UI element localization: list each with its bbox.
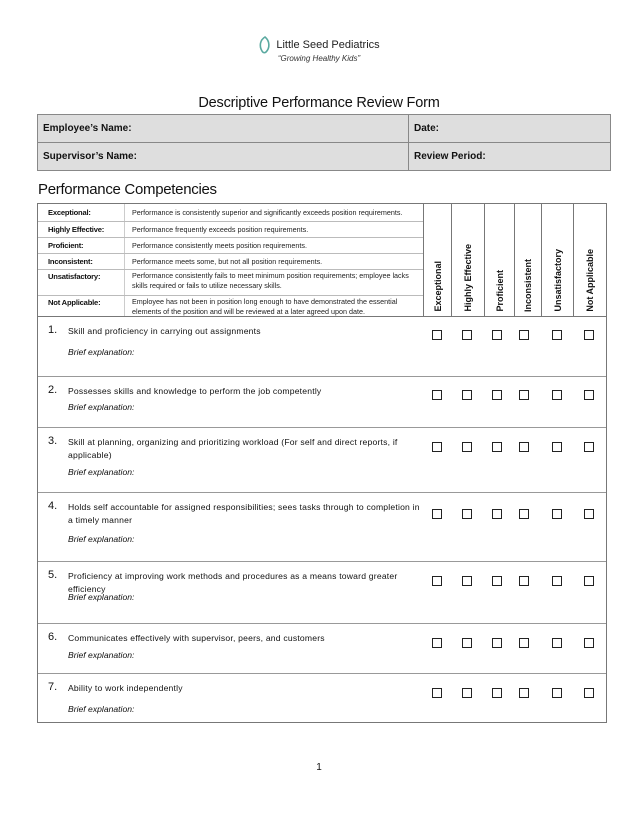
- checkbox-exceptional[interactable]: [432, 330, 442, 340]
- legend-definition: Performance frequently exceeds position requirements.: [132, 225, 309, 234]
- checkbox-exceptional[interactable]: [432, 442, 442, 452]
- column-label: Inconsistent: [523, 258, 533, 312]
- checkbox-exceptional[interactable]: [432, 390, 442, 400]
- checkbox-proficient[interactable]: [492, 330, 502, 340]
- column-header-unsatisfactory: [541, 204, 573, 316]
- checkbox-highly-effective[interactable]: [462, 688, 472, 698]
- item-number: 4.: [48, 500, 58, 512]
- competency-item: [38, 427, 606, 493]
- leaf-icon: [258, 36, 272, 54]
- checkbox-proficient[interactable]: [492, 638, 502, 648]
- legend-definition: Performance meets some, but not all position requirements.: [132, 257, 323, 266]
- checkbox-proficient[interactable]: [492, 688, 502, 698]
- legend-definition: Performance consistently meets position requirements.: [132, 241, 307, 250]
- legend-row: [38, 204, 423, 222]
- checkbox-proficient[interactable]: [492, 442, 502, 452]
- checkbox-inconsistent[interactable]: [519, 509, 529, 519]
- checkbox-inconsistent[interactable]: [519, 442, 529, 452]
- column-label: Not Applicable: [585, 249, 595, 312]
- column-label: Proficient: [494, 270, 505, 312]
- checkbox-unsatisfactory[interactable]: [552, 509, 562, 519]
- date-field[interactable]: Date:: [409, 115, 611, 143]
- item-text: Possesses skills and knowledge to perform the job competently: [68, 386, 322, 396]
- employee-info-table: [37, 114, 611, 171]
- item-number: 7.: [48, 681, 58, 693]
- competency-item: [38, 673, 606, 723]
- brief-explanation-field[interactable]: Brief explanation:: [68, 347, 135, 357]
- checkbox-inconsistent[interactable]: [519, 638, 529, 648]
- legend-definition: Employee has not been in position long enough to have demonstrated the essential elements of the position and will be reviewed at a later agreed upon date.: [132, 297, 398, 316]
- checkbox-inconsistent[interactable]: [519, 688, 529, 698]
- form-title: Descriptive Performance Review Form: [198, 95, 440, 111]
- column-header-exceptional: [423, 204, 451, 316]
- checkbox-highly-effective[interactable]: [462, 638, 472, 648]
- legend-term: Inconsistent:: [48, 257, 93, 266]
- competency-grid: [37, 203, 607, 723]
- checkbox-highly-effective[interactable]: [462, 390, 472, 400]
- checkbox-inconsistent[interactable]: [519, 576, 529, 586]
- checkbox-exceptional[interactable]: [432, 509, 442, 519]
- review-period-field[interactable]: Review Period:: [409, 143, 611, 171]
- checkbox-not-applicable[interactable]: [584, 688, 594, 698]
- competency-item: [38, 376, 606, 428]
- brief-explanation-field[interactable]: Brief explanation:: [68, 592, 135, 602]
- checkbox-unsatisfactory[interactable]: [552, 638, 562, 648]
- item-number: 3.: [48, 435, 58, 447]
- checkbox-highly-effective[interactable]: [462, 330, 472, 340]
- legend-term: Proficient:: [48, 241, 84, 250]
- legend-term: Unsatisfactory:: [48, 272, 101, 281]
- legend-definition: Performance is consistently superior and significantly exceeds position requirements.: [132, 208, 403, 217]
- column-header-proficient: [484, 204, 514, 316]
- legend-term: Exceptional:: [48, 208, 91, 217]
- checkbox-highly-effective[interactable]: [462, 509, 472, 519]
- brief-explanation-field[interactable]: Brief explanation:: [68, 467, 135, 477]
- competency-item: [38, 561, 606, 624]
- legend-row: [38, 253, 423, 270]
- checkbox-not-applicable[interactable]: [584, 509, 594, 519]
- checkbox-not-applicable[interactable]: [584, 442, 594, 452]
- checkbox-exceptional[interactable]: [432, 638, 442, 648]
- checkbox-unsatisfactory[interactable]: [552, 330, 562, 340]
- checkbox-highly-effective[interactable]: [462, 576, 472, 586]
- item-number: 5.: [48, 569, 58, 581]
- brief-explanation-field[interactable]: Brief explanation:: [68, 534, 135, 544]
- logo-line: [258, 36, 379, 54]
- item-text: Skill at planning, organizing and prioritizing workload (For self and direct reports, if applicable): [68, 437, 398, 460]
- item-text: Ability to work independently: [68, 683, 183, 693]
- rating-legend: [38, 204, 423, 316]
- competency-item: [38, 492, 606, 562]
- checkbox-not-applicable[interactable]: [584, 330, 594, 340]
- competency-item: [38, 317, 606, 376]
- checkbox-not-applicable[interactable]: [584, 638, 594, 648]
- legend-row: [38, 295, 423, 316]
- legend-row: [38, 237, 423, 254]
- checkbox-unsatisfactory[interactable]: [552, 390, 562, 400]
- tagline: “Growing Healthy Kids”: [277, 54, 361, 63]
- checkbox-proficient[interactable]: [492, 509, 502, 519]
- column-header-inconsistent: [514, 204, 541, 316]
- item-text: Proficiency at improving work methods and procedures as a means toward greater efficiency: [68, 571, 398, 594]
- page-number: 1: [316, 762, 322, 773]
- checkbox-proficient[interactable]: [492, 576, 502, 586]
- checkbox-not-applicable[interactable]: [584, 390, 594, 400]
- column-label: Highly Effective: [463, 244, 473, 312]
- employee-name-field[interactable]: Employee’s Name:: [38, 115, 409, 143]
- item-number: 1.: [48, 324, 58, 336]
- legend-term: Highly Effective:: [48, 225, 105, 234]
- checkbox-inconsistent[interactable]: [519, 330, 529, 340]
- item-text: Communicates effectively with supervisor, peers, and customers: [68, 633, 325, 643]
- checkbox-unsatisfactory[interactable]: [552, 688, 562, 698]
- brief-explanation-field[interactable]: Brief explanation:: [68, 650, 135, 660]
- supervisor-name-field[interactable]: Supervisor’s Name:: [38, 143, 409, 171]
- checkbox-proficient[interactable]: [492, 390, 502, 400]
- legend-row: [38, 269, 423, 296]
- competency-item: [38, 623, 606, 674]
- section-title: Performance Competencies: [38, 181, 217, 198]
- legend-term: Not Applicable:: [48, 298, 101, 307]
- column-label: Exceptional: [432, 261, 443, 312]
- column-header-not-applicable: [573, 204, 606, 316]
- org-name: Little Seed Pediatrics: [276, 39, 380, 51]
- brief-explanation-field[interactable]: Brief explanation:: [68, 402, 135, 412]
- checkbox-not-applicable[interactable]: [584, 576, 594, 586]
- brief-explanation-field[interactable]: Brief explanation:: [68, 704, 135, 714]
- checkbox-inconsistent[interactable]: [519, 390, 529, 400]
- legend-row: [38, 221, 423, 238]
- checkbox-unsatisfactory[interactable]: [552, 576, 562, 586]
- checkbox-exceptional[interactable]: [432, 688, 442, 698]
- legend-definition: Performance consistently fails to meet minimum position requirements; employee lacks skills required or fails to utilize necessary skills.: [132, 271, 409, 290]
- item-text: Skill and proficiency in carrying out assignments: [68, 326, 261, 336]
- checkbox-unsatisfactory[interactable]: [552, 442, 562, 452]
- item-number: 2.: [48, 384, 58, 396]
- checkbox-highly-effective[interactable]: [462, 442, 472, 452]
- checkbox-exceptional[interactable]: [432, 576, 442, 586]
- item-text: Holds self accountable for assigned responsibilities; sees tasks through to completion in a timely manner: [68, 502, 420, 525]
- column-label: Unsatisfactory: [552, 249, 563, 312]
- column-header-highly-effective: [451, 204, 484, 316]
- item-number: 6.: [48, 631, 58, 643]
